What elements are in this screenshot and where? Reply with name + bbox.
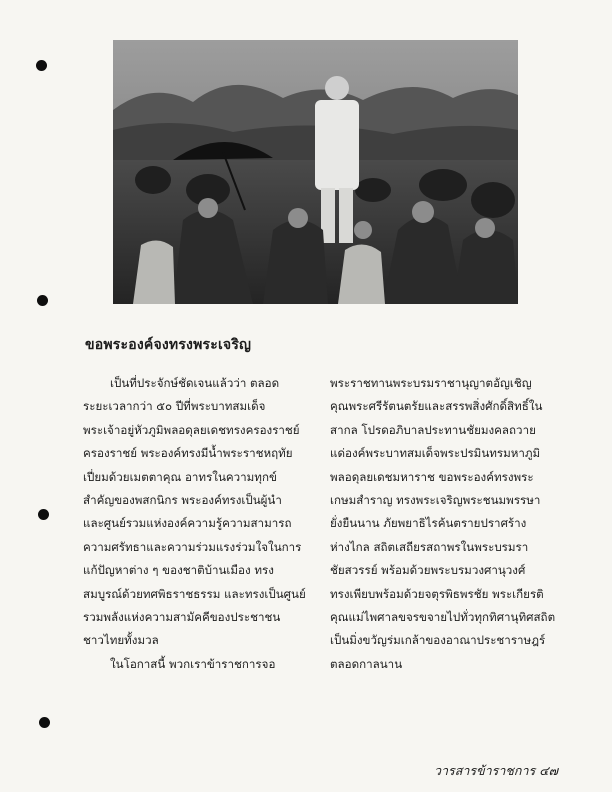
paragraph-line: ห่างไกล สถิตเสถียรสถาพรในพระบรมรา: [330, 539, 529, 554]
section-heading: ขอพระองค์จงทรงพระเจริญ: [85, 337, 252, 353]
paragraph-line: ยั่งยืนนาน ภัยพยาธิไรค้นตรายปราศร้าง: [330, 516, 527, 531]
paragraph-line: ในโอกาสนี้ พวกเราข้าราชการจอ: [110, 656, 276, 671]
paragraph-line: สากล โปรดอภิบาลประทานชัยมงคลถวาย: [330, 422, 536, 437]
paragraph-line: เป็นที่ประจักษ์ชัดเจนแล้วว่า ตลอด: [110, 376, 280, 390]
paragraph-line: พลอดุลยเดชมหาราช ขอพระองค์ทรงพระ: [330, 469, 534, 484]
paragraph-line: แก้ปัญหาต่าง ๆ ของชาติบ้านเมือง ทรง: [83, 563, 274, 578]
binder-hole-middle: [37, 295, 48, 306]
page-footer: [434, 761, 558, 781]
binder-hole-lower: [38, 509, 49, 520]
paragraph-line: ทรงเพียบพร้อมด้วยจตุรพิธพรชัย พระเกียรติ: [330, 586, 544, 601]
paragraph-line: ความศรัทธาและความร่วมแรงร่วมใจในการ: [83, 539, 302, 554]
paragraph-line: คุณแม่ไพศาลขจรขจายไปทั่วทุกทิศานุทิศสถิต: [330, 609, 556, 624]
binder-hole-top: [36, 60, 47, 71]
publication-name: วารสารข้าราชการ: [434, 763, 536, 778]
paragraph-line: ชาวไทยทั้งมวล: [83, 633, 159, 648]
paragraph-line: แด่องค์พระบาทสมเด็จพระปรมินทรมหาภูมิ: [330, 446, 541, 461]
paragraph-line: เกษมสำราญ ทรงพระเจริญพระชนมพรรษา: [330, 492, 541, 507]
paragraph-line: เป็นมิ่งขวัญร่มเกล้าของอาณาประชาราษฎร์: [330, 633, 546, 648]
paragraph-line: ระยะเวลากว่า ๕๐ ปีที่พระบาทสมเด็จ: [83, 399, 266, 414]
paragraph-line: พระราชทานพระบรมราชานุญาตอัญเชิญ: [330, 376, 532, 390]
paragraph-line: คุณพระศรีรัตนตรัยและสรรพสิ่งศักดิ์สิทธิ์ใน: [330, 399, 543, 414]
binder-hole-bottom: [39, 717, 50, 728]
paragraph-line: และศูนย์รวมแห่งองค์ความรู้ความสามารถ: [83, 516, 292, 531]
paragraph-line: ครองราชย์ พระองค์ทรงมีน้ำพระราชหฤทัย: [83, 446, 293, 461]
paragraph-line: สมบูรณ์ด้วยทศพิธราชธรรม และทรงเป็นศูนย์: [83, 586, 306, 601]
left-text-column: [83, 372, 306, 676]
photo-illustration: [113, 40, 518, 304]
paragraph-line: สำคัญของพสกนิกร พระองค์ทรงเป็นผู้นำ: [83, 492, 282, 507]
page-number: ๔๗: [539, 763, 559, 778]
photograph-king-with-crowd: [113, 40, 518, 304]
paragraph-line: ชัยสวรรย์ พร้อมด้วยพระบรมวงศานุวงศ์: [330, 563, 526, 578]
paragraph-line: เปี่ยมด้วยเมตตาคุณ อาทรในความทุกข์: [83, 469, 277, 484]
right-text-column: [330, 372, 556, 676]
paragraph-line: พระเจ้าอยู่หัวภูมิพลอดุลยเดชทรงครองราชย์: [83, 422, 300, 437]
paragraph-line: รวมพลังแห่งความสามัคคีของประชาชน: [83, 609, 281, 624]
paragraph-line: ตลอดกาลนาน: [330, 656, 403, 671]
